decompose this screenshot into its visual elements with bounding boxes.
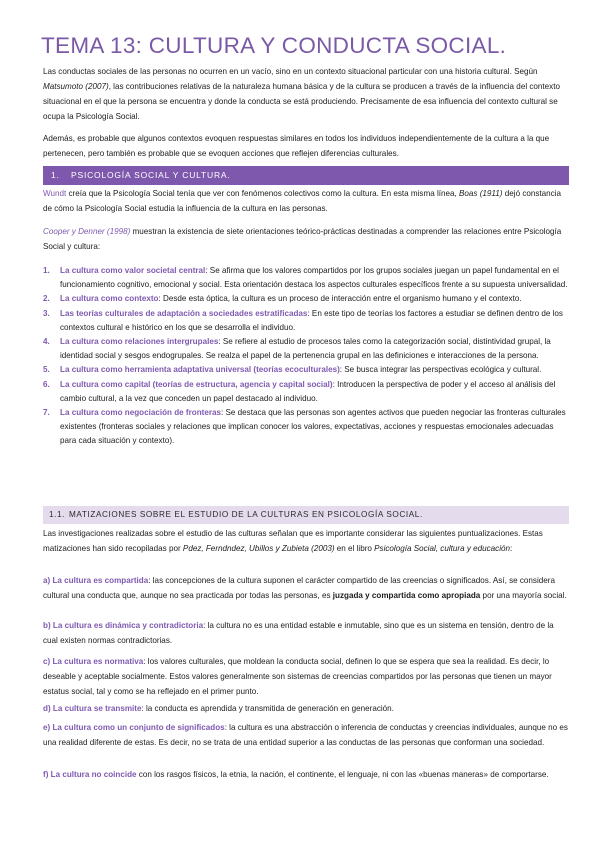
section-number: 1.1. [49, 510, 66, 519]
item-text: : Se destaca que las personas son agentes activos que pueden negociar las fronteras culturales existentes (fronteras sociales y relaciones que implican conocer los valores, expectativas, acciones y respuestas emocionales adecuadas para cada situación y contexto). [60, 408, 566, 446]
author-citation: Pdez, Ferndndez, Ubillos y Zubieta (2003) [182, 544, 335, 553]
text: , las contribuciones relativas de la naturaleza humana básica y de la cultura se producen a través de la influencia del contexto situacional en el que la persona se encuentra y donde la conducta se está produciendo. Precisamente de esa influencia del contexto cultural se ocupa la Psicología Social. [43, 82, 560, 121]
item-text: : Introducen la perspectiva de poder y el acceso al análisis del cambio cultural, a la vez que conceden un papel destacado al individuo. [60, 379, 556, 403]
point-term: b) La cultura es dinámica y contradictoria [43, 621, 204, 630]
item-number: 1. [43, 266, 50, 275]
intro-paragraph-1 [43, 64, 569, 124]
section-title: MATIZACIONES SOBRE EL ESTUDIO DE LA CULTURAS EN PSICOLOGÍA SOCIAL. [69, 510, 423, 519]
point-text: : la conducta es aprendida y transmitida de generación en generación. [141, 704, 394, 713]
point-term: e) La cultura como un conjunto de significados [43, 723, 225, 732]
point-b [43, 618, 569, 648]
author-citation: Cooper y Denner (1998) [43, 227, 131, 236]
book-title: Psicología Social, cultura y educación [374, 544, 511, 553]
point-text: con los rasgos físicos, la etnia, la nación, el continente, el lenguaje, ni con las «buenas maneras» de comportarse. [136, 770, 549, 779]
item-term: La cultura como capital (teorías de estructura, agencia y capital social) [60, 379, 333, 389]
text: muestran la existencia de siete orientaciones teórico-prácticas destinadas a comprender las relaciones entre Psicología Social y cultura: [43, 227, 562, 251]
point-text: : las concepciones de la cultura suponen el carácter compartido de las creencias o significados. Así, se considera cultural una conducta que, aunque no sea practicada por todas las personas, es [43, 576, 555, 600]
author-citation: Wundt [43, 189, 67, 198]
list-item [43, 406, 569, 449]
text: : [510, 544, 513, 553]
text: dejó constancia de cómo la Psicología Social estudia la influencia de la cultura en las personas. [43, 189, 562, 213]
item-text: : En este tipo de teorías los factores a estudiar se definen dentro de los contextos cultural e histórico en los que se desarrolla el individuo. [60, 308, 563, 332]
text: Las conductas sociales de las personas no ocurren en un vacío, sino en un contexto situacional particular con una historia cultural. Según [43, 67, 538, 76]
point-text: : la cultura es una abstracción o inferencia de conductas y creencias individuales, aunque no es una realidad diferente de estas. Es decir, no se trata de una entidad superior a las conductas de las personas que conforman una sociedad. [43, 723, 568, 747]
list-item [43, 363, 569, 377]
page-title: TEMA 13: CULTURA Y CONDUCTA SOCIAL. [41, 33, 507, 58]
list-item [43, 335, 569, 363]
point-term: a) La cultura es compartida [43, 576, 149, 585]
intro-paragraph-2: Además, es probable que algunos contextos evoquen respuestas similares en todos los individuos independientemente de la cultura a la que pertenecen, pero también es probable que se evoquen acciones que reflejen diferencias culturales. [43, 134, 550, 158]
text: creía que la Psicología Social tenía que ver con fenómenos colectivos como la cultura. En esta misma línea, [66, 189, 460, 198]
item-text: : Se busca integrar las perspectivas ecológica y cultural. [339, 365, 542, 375]
item-term: La cultura como contexto [60, 294, 159, 304]
point-c [43, 654, 569, 699]
point-term: d) La cultura se transmite [43, 704, 142, 713]
point-e [43, 720, 569, 750]
section-1-1-intro [43, 526, 569, 556]
orientations-list [43, 264, 569, 449]
list-item [43, 264, 569, 292]
point-d [43, 701, 569, 716]
section-1-paragraph-1 [43, 186, 569, 216]
item-term: La cultura como negociación de fronteras [60, 408, 222, 418]
item-text: : Se refiere al estudio de procesos tales como la categorización social, distintividad grupal, la identidad social y sesgos endogrupales. Se realza el papel de la pertenencia grupal en las definiciones e interacciones de la persona. [60, 337, 551, 361]
point-term: f) La cultura no coincide [43, 770, 137, 779]
item-number: 4. [43, 337, 50, 347]
section-1-paragraph-2 [43, 224, 569, 254]
text: Las investigaciones realizadas sobre el estudio de las culturas señalan que es importante considerar las siguientes puntualizaciones. Estas matizaciones han sido recopiladas por [43, 529, 543, 553]
list-item [43, 292, 569, 306]
item-number: 7. [43, 408, 50, 418]
point-text: por una mayoría social. [480, 591, 567, 600]
list-item [43, 307, 569, 335]
item-number: 5. [43, 365, 50, 375]
list-item [43, 378, 569, 406]
author-citation: Boas (1911) [459, 189, 503, 198]
point-a [43, 573, 569, 603]
item-term: Las teorías culturales de adaptación a sociedades estratificadas [60, 308, 308, 318]
emphasis-text: juzgada y compartida como apropiada [332, 591, 481, 600]
item-number: 3. [43, 308, 50, 318]
item-term: La cultura como herramienta adaptativa universal (teorías ecoculturales) [60, 365, 340, 375]
author-citation: Matsumoto (2007) [43, 82, 109, 91]
section-1-1-heading [43, 506, 569, 524]
item-number: 2. [43, 294, 50, 304]
item-term: La cultura como valor societal central [60, 266, 206, 275]
item-text: : Se afirma que los valores compartidos por los grupos sociales juegan un papel fundamental en el funcionamiento cognitivo, emocional y social. Esta orientación destaca los aspectos culturales específicos frente a su supuesta universalidad. [60, 266, 568, 290]
item-term: La cultura como relaciones intergrupales [60, 337, 219, 347]
item-number: 6. [43, 379, 50, 389]
point-term: c) La cultura es normativa [43, 657, 144, 666]
section-number: 1. [51, 170, 60, 180]
point-f [43, 767, 569, 782]
item-text: : Desde esta óptica, la cultura es un proceso de interacción entre el organismo humano y el contexto. [158, 294, 522, 304]
text: en el libro [334, 544, 375, 553]
point-text: : los valores culturales, que moldean la conducta social, definen lo que se espera que sea la realidad. Es decir, lo deseable y aceptable socialmente. Estos valores generalmente son sistemas de creencias compartidos por las personas que tienen un mayor estatus social, tal y como se ha reflejado en el primer punto. [43, 657, 552, 696]
section-title: PSICOLOGÍA SOCIAL Y CULTURA. [71, 170, 231, 180]
section-1-heading [43, 166, 569, 185]
point-text: : la cultura no es una entidad estable e inmutable, sino que es un sistema en tensión, dentro de la cual existen normas contradictorias. [43, 621, 554, 645]
